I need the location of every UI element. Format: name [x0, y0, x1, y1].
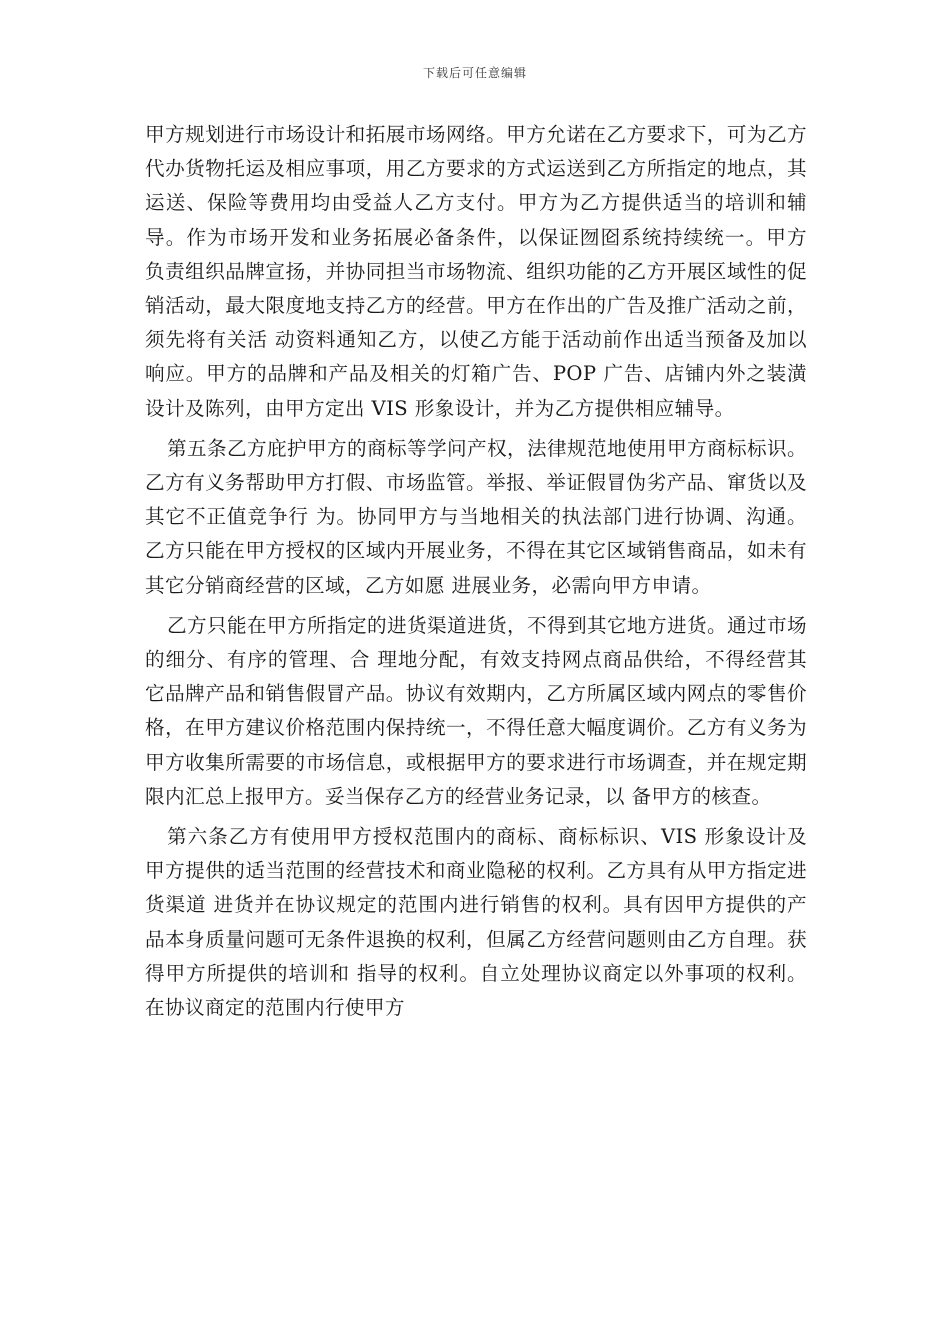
paragraph-article-six: 第六条乙方有使用甲方授权范围内的商标、商标标识、VIS 形象设计及甲方提供的适当范围的经营技术和商业隐秘的权利。乙方具有从甲方指定进货渠道 进货并在协议规定的范围内进行销售的权利。具有因甲方提供的产品本身质量问题可无条件退换的权利，但属乙方经营问题则由乙方自理。获得甲方所提供的培训和 指导的权利。自立处理协议商定以外事项的权利。在协议商定的范围内行使甲方 — [145, 825, 807, 1020]
paragraph-market-obligations: 甲方规划进行市场设计和拓展市场网络。甲方允诺在乙方要求下，可为乙方代办货物托运及相应事项，用乙方要求的方式运送到乙方所指定的地点，其运送、保险等费用均由受益人乙方支付。甲方为乙方提供适当的培训和辅导。作为市场开发和业务拓展必备条件，以保证囫囵系统持续统一。甲方 负责组织品牌宣扬，并协同担当市场物流、组织功能的乙方开展区域性的促销活动，最大限度地支持乙方的经营。甲方在作出的广告及推广活动之前，须先将有关活 动资料通知乙方，以使乙方能于活动前作出适当预备及加以响应。甲方的品牌和产品及相关的灯箱广告、POP 广告、店铺内外之装潢设计及陈列，由甲方定出 VIS 形象设计，并为乙方提供相应辅导。 — [145, 123, 807, 420]
document-body — [145, 118, 807, 1031]
paragraph-article-five: 第五条乙方庇护甲方的商标等学问产权，法律规范地使用甲方商标标识。乙方有义务帮助甲方打假、市场监管。举报、举证假冒伪劣产品、窜货以及其它不正值竞争行 为。协同甲方与当地相关的执法部门进行协调、沟通。乙方只能在甲方授权的区域内开展业务，不得在其它区域销售商品，如未有其它分销商经营的区域，乙方如愿 进展业务，必需向甲方申请。 — [145, 436, 807, 597]
paragraph-purchasing-rules: 乙方只能在甲方所指定的进货渠道进货，不得到其它地方进货。通过市场的细分、有序的管理、合 理地分配，有效支持网点商品供给，不得经营其它品牌产品和销售假冒产品。协议有效期内，乙方所属区域内网点的零售价格，在甲方建议价格范围内保持统一，不得任意大幅度调价。乙方有义务为甲方收集所需要的市场信息，或根据甲方的要求进行市场调查，并在规定期限内汇总上报甲方。妥当保存乙方的经营业务记录，以 备甲方的核查。 — [145, 613, 807, 808]
page-header-note: 下载后可任意编辑 — [422, 66, 527, 80]
